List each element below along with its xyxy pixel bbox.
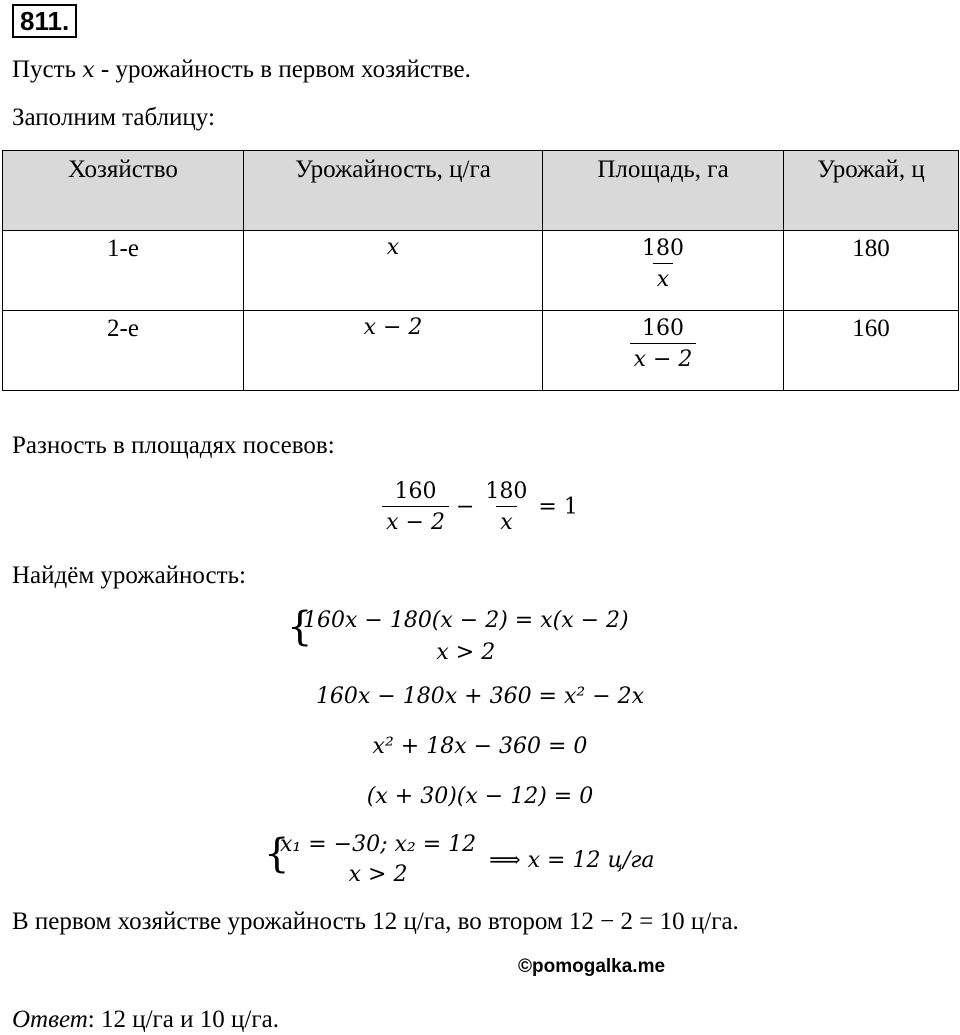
- equation-fraction-1: [382, 478, 449, 537]
- fraction-numerator: 160: [394, 479, 437, 504]
- equation-rhs: = 1: [538, 494, 578, 520]
- system-1-line-1: 160x − 180(x − 2) = x(x − 2): [303, 608, 629, 633]
- minus-sign: −: [455, 494, 475, 520]
- system-2-line-1: x₁ = −30; x₂ = 12: [280, 832, 477, 857]
- fraction-denominator: x: [653, 263, 673, 294]
- answer-line: [12, 1006, 279, 1034]
- cell-yield: x: [244, 231, 543, 311]
- system-2: [264, 830, 654, 890]
- table-row: [3, 231, 959, 311]
- col-header-farm: Хозяйство: [3, 151, 244, 231]
- area-fraction: [630, 315, 697, 374]
- intro-var: x: [82, 58, 95, 83]
- fraction-numerator: 180: [642, 236, 684, 261]
- cell-harvest: 160: [784, 311, 959, 391]
- table-row: [3, 311, 959, 391]
- fraction-numerator: 180: [485, 479, 528, 504]
- cell-area: [543, 311, 784, 391]
- equation-fraction-2: [481, 478, 531, 537]
- answer-text: : 12 ц/га и 10 ц/га.: [87, 1006, 279, 1033]
- system-2-lines: [280, 830, 476, 890]
- col-header-area: Площадь, га: [543, 151, 784, 231]
- fraction-numerator: 160: [641, 316, 684, 341]
- system-1-lines: [303, 605, 629, 669]
- cell-area: [543, 231, 784, 311]
- fraction-denominator: x − 2: [630, 343, 697, 374]
- intro-suffix: - урожайность в первом хозяйстве.: [94, 56, 471, 83]
- area-diff-label: Разность в площадях посевов:: [12, 432, 335, 459]
- left-brace-icon: {: [264, 831, 290, 877]
- find-yield-label: Найдём урожайность:: [12, 562, 246, 589]
- cell-farm: 2-е: [3, 311, 244, 391]
- cell-harvest: 180: [784, 231, 959, 311]
- left-brace-icon: {: [287, 604, 313, 650]
- col-header-harvest: Урожай, ц: [784, 151, 959, 231]
- copyright: ©pomogalka.me: [518, 956, 666, 977]
- cell-yield: x − 2: [244, 311, 543, 391]
- answer-label: Ответ: [12, 1006, 88, 1033]
- col-header-yield: Урожайность, ц/га: [244, 151, 543, 231]
- step-3: (x + 30)(x − 12) = 0: [366, 784, 594, 809]
- system-2-line-2: x > 2: [348, 862, 408, 887]
- equation-1: [0, 478, 960, 537]
- system-1-line-2: x > 2: [436, 640, 496, 665]
- yield-table: [2, 150, 959, 391]
- fill-table-label: Заполним таблицу:: [12, 104, 215, 131]
- step-2: x² + 18x − 360 = 0: [372, 734, 588, 759]
- step-1: 160x − 180x + 360 = x² − 2x: [315, 684, 645, 709]
- intro-prefix: Пусть: [12, 56, 83, 83]
- area-fraction: [638, 235, 688, 294]
- problem-number: 811.: [12, 4, 77, 38]
- system-2-result: ⟹ x = 12 ц/га: [489, 847, 655, 873]
- conclusion: В первом хозяйстве урожайность 12 ц/га, во втором 12 − 2 = 10 ц/га.: [12, 908, 739, 935]
- intro-line: [12, 56, 471, 84]
- cell-farm: 1-е: [3, 231, 244, 311]
- system-1: [287, 605, 629, 669]
- table-header-row: [3, 151, 959, 231]
- fraction-denominator: x: [496, 506, 516, 537]
- fraction-denominator: x − 2: [382, 506, 449, 537]
